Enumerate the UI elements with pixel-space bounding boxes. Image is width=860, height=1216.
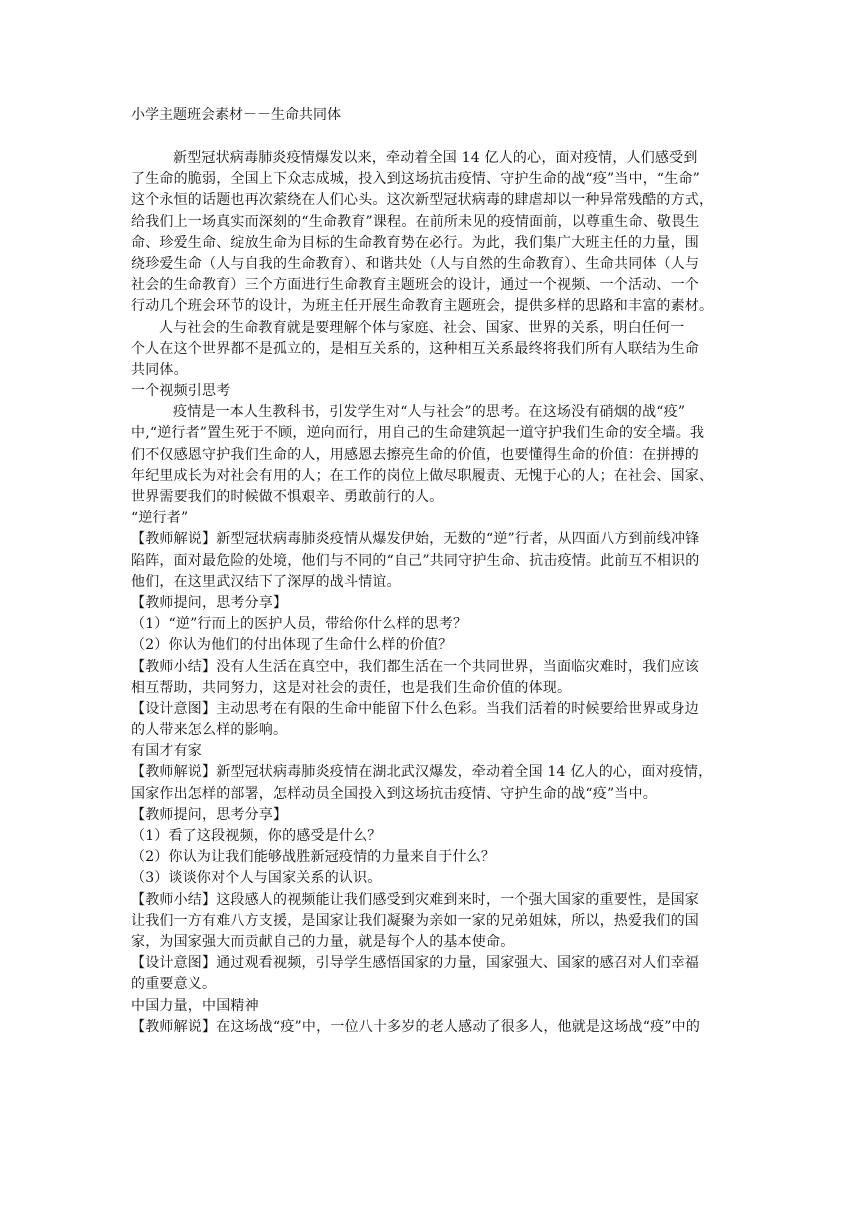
text-line: 中,“逆行者”置生死于不顾，逆向而行，用自己的生命建筑起一道守护我们生命的安全墙。我	[131, 425, 705, 442]
text-line: 命、珍爱生命、绽放生命为目标的生命教育势在必行。为此，我们集广大班主任的力量，围	[131, 234, 699, 251]
text-line: 【教师解说】新型冠状病毒肺炎疫情在湖北武汉爆发，牵动着全国 14 亿人的心，面对疫情，	[131, 764, 713, 781]
text-line: 的重要意义。	[131, 976, 217, 993]
text-line: （2）你认为让我们能够战胜新冠疫情的力量来自于什么？	[131, 849, 496, 866]
text-line: 让我们一方有难八方支援，是国家让我们凝聚为亲如一家的兄弟姐妹，所以，热爱我们的国	[131, 912, 699, 929]
text-line: 【教师小结】没有人生活在真空中，我们都生活在一个共同世界，当面临灾难时，我们应该	[131, 658, 699, 675]
text-line: 新型冠状病毒肺炎疫情爆发以来，牵动着全国 14 亿人的心，面对疫情，人们感受到	[173, 150, 698, 166]
text-line: 的人带来怎么样的影响。	[131, 722, 288, 739]
section-heading: 有国才有家	[131, 743, 202, 760]
document-title: 小学主题班会素材－－生命共同体	[131, 107, 341, 123]
text-line: （3）谈谈你对个人与国家关系的认识。	[131, 870, 382, 887]
section-heading: 一个视频引思考	[131, 383, 231, 400]
text-line: 绕珍爱生命（人与自我的生命教育）、和谐共处（人与自然的生命教育）、生命共同体（人与	[131, 255, 700, 272]
text-line: （2）你认为他们的付出体现了生命什么样的价值？	[131, 637, 453, 654]
text-line: 们不仅感恩守护我们生命的人，用感恩去擦亮生命的价值，也要懂得生命的价值：在拼搏的	[131, 446, 699, 463]
text-line: 他们，在这里武汉结下了深厚的战斗情谊。	[131, 573, 401, 590]
text-line: 这个永恒的话题也再次萦绕在人们心头。这次新型冠状病毒的肆虐却以一种异常残酷的方式，	[131, 192, 714, 209]
text-line: 行动几个班会环节的设计，为班主任开展生命教育主题班会，提供多样的思路和丰富的素材。	[131, 298, 714, 315]
text-line: 【设计意图】主动思考在有限的生命中能留下什么色彩。当我们活着的时候要给世界或身边	[131, 700, 699, 717]
text-line: 年纪里成长为对社会有用的人；在工作的岗位上做尽职履责、无愧于心的人；在社会、国家、	[131, 467, 714, 484]
text-line: 【设计意图】通过观看视频，引导学生感悟国家的力量，国家强大、国家的感召对人们幸福	[131, 955, 699, 972]
text-line: 共同体。	[131, 361, 188, 378]
section-heading: “逆行者”	[131, 510, 189, 527]
text-line: 【教师解说】新型冠状病毒肺炎疫情从爆发伊始，无数的“逆”行者，从四面八方到前线冲锋	[131, 531, 700, 548]
text-line: 【教师小结】这段感人的视频能让我们感受到灾难到来时，一个强大国家的重要性，是国家	[131, 891, 699, 908]
section-heading: 中国力量，中国精神	[131, 997, 259, 1014]
text-line: 【教师提问，思考分享】	[131, 594, 288, 611]
text-line: 人与社会的生命教育就是要理解个体与家庭、社会、国家、世界的关系，明白任何一	[159, 319, 685, 336]
text-line: 世界需要我们的时候做不惧艰辛、勇敢前行的人。	[131, 489, 444, 505]
text-line: 【教师解说】在这场战“疫”中，一位八十多岁的老人感动了很多人，他就是这场战“疫”中的	[131, 1018, 701, 1035]
text-line: 国家作出怎样的部署，怎样动员全国投入到这场抗击疫情、守护生命的战“疫”当中。	[131, 785, 657, 802]
text-line: 给我们上一场真实而深刻的“生命教育”课程。在前所未见的疫情面前，以尊重生命、敬畏生	[131, 213, 700, 230]
text-line: 个人在这个世界都不是孤立的，是相互关系的，这种相互关系最终将我们所有人联结为生命	[131, 340, 699, 357]
text-line: 家，为国家强大而贡献自己的力量，就是每个人的基本使命。	[131, 933, 515, 950]
document-page	[131, 104, 735, 1038]
text-line: 了生命的脆弱，全国上下众志成城，投入到这场抗击疫情、守护生命的战“疫”当中，“生命”	[131, 171, 701, 188]
text-line: 陷阵，面对最危险的处境，他们与不同的“自己”共同守护生命、抗击疫情。此前互不相识的	[131, 552, 700, 569]
text-line: （1）“逆”行而上的医护人员，带给你什么样的思考？	[131, 616, 468, 633]
text-line: 社会的生命教育）三个方面进行生命教育主题班会的设计，通过一个视频、一个活动、一个	[131, 277, 699, 294]
text-line: （1）看了这段视频，你的感受是什么？	[131, 828, 382, 844]
text-line: 相互帮助，共同努力，这是对社会的责任，也是我们生命价值的体现。	[131, 679, 572, 696]
text-line: 疫情是一本人生教科书，引发学生对“人与社会”的思考。在这场没有硝烟的战“疫”	[173, 404, 686, 421]
text-line: 【教师提问，思考分享】	[131, 806, 288, 823]
